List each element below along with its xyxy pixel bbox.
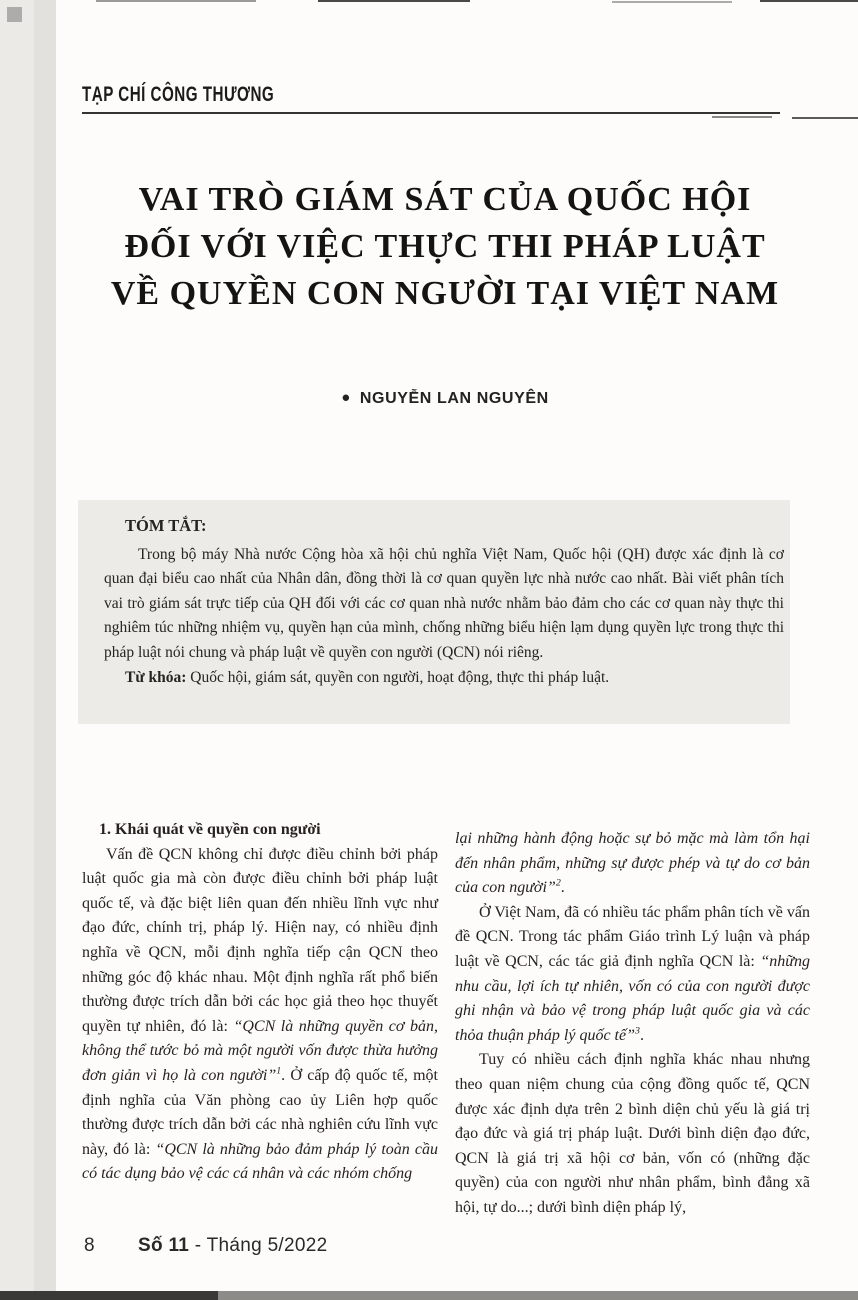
- abstract-box: [78, 500, 790, 724]
- footnote-marker: 2: [555, 877, 561, 889]
- body-paragraph: [455, 901, 810, 1049]
- header-rule: [82, 112, 780, 114]
- scan-gutter-shade: [34, 0, 56, 1300]
- header-rule-fragment: [712, 116, 772, 118]
- footnote-marker: 1: [276, 1065, 282, 1077]
- bottom-scan-band-dark: [0, 1291, 218, 1300]
- journal-masthead: TẠP CHÍ CÔNG THƯƠNG: [82, 84, 275, 107]
- text-segment: lại những hành động hoặc sự bỏ mặc mà làm tổn hại đến nhân phẩm, những sự được phép và tự do cơ bản của con người”: [455, 830, 810, 897]
- title-line-2: ĐỐI VỚI VIỆC THỰC THI PHÁP LUẬT: [124, 228, 766, 265]
- keywords-line: [104, 666, 784, 691]
- text-segment: .: [560, 879, 565, 897]
- scan-mark-square: [7, 7, 22, 22]
- body-paragraph: [455, 1048, 810, 1220]
- text-segment: “những nhu cầu, lợi ích tự nhiên, vốn có của con người được ghi nhận và bảo vệ trong pháp luật quốc gia và các thỏa thuận pháp lý quốc tế”: [455, 952, 810, 1044]
- scan-top-line: [96, 0, 256, 2]
- text-segment: Tuy có nhiều cách định nghĩa khác nhau nhưng theo quan niệm chung của cộng đồng quốc tế, QCN được xác định dựa trên 2 bình diện chủ yếu là giá trị đạo đức và giá trị pháp luật. Dưới bình diện đạo đức, QCN là giá trị xã hội cơ bản, vốn có (những đặc quyền) của con người như nhân phẩm, bình đẳng xã hội, tự do...; dưới bình diện pháp lý,: [455, 1051, 810, 1216]
- author-line: [82, 390, 808, 408]
- keywords-text: Quốc hội, giám sát, quyền con người, hoạt động, thực thi pháp luật.: [186, 668, 610, 686]
- text-segment: Vấn đề QCN không chỉ được điều chỉnh bởi pháp luật quốc gia mà còn được điều chỉnh bởi pháp luật quốc tế, và đặc biệt liên quan đến nhiều lĩnh vực như đạo đức, chính trị, pháp lý. Hiện nay, có nhiều định nghĩa về QCN, mỗi định nghĩa tiếp cận QCN theo những góc độ khác nhau. Một định nghĩa rất phổ biến thường được trích dẫn bởi các học giả theo học thuyết quyền tự nhiên, đó là:: [82, 845, 438, 1035]
- author-bullet-icon: ●: [341, 389, 351, 406]
- text-segment: “QCN là những quyền cơ bản, không thể tước bỏ mà một người vốn được thừa hưởng đơn giản vì họ là con người”: [82, 1017, 438, 1084]
- column-left: [82, 818, 438, 1221]
- abstract-text: Trong bộ máy Nhà nước Cộng hòa xã hội chủ nghĩa Việt Nam, Quốc hội (QH) được xác định là cơ quan đại biểu cao nhất của Nhân dân, đồng thời là cơ quan quyền lực nhà nước cao nhất. Bài viết phân tích vai trò giám sát trực tiếp của QH đối với các cơ quan nhà nước nhằm bảo đảm cho các cơ quan này thực thi nghiêm túc những nhiệm vụ, quyền hạn của mình, chống những biểu hiện lạm dụng quyền lực trong thực thi pháp luật nói chung và pháp luật về quyền con người (QCN) nói riêng.: [104, 545, 784, 661]
- issue-label: Số 11: [138, 1235, 190, 1256]
- article-body: [82, 818, 810, 1221]
- text-segment: . Ở cấp độ quốc tế, một định nghĩa của Văn phòng cao ủy Liên hợp quốc thường được trích dẫn bởi các nhà nghiên cứu lĩnh vực này, đó là:: [82, 1066, 439, 1158]
- text-segment: .: [639, 1026, 644, 1044]
- title-line-1: VAI TRÒ GIÁM SÁT CỦA QUỐC HỘI: [138, 181, 752, 218]
- title-line-3: VỀ QUYỀN CON NGƯỜI TẠI VIỆT NAM: [110, 275, 780, 312]
- author-name: NGUYỄN LAN NGUYÊN: [359, 390, 549, 407]
- column-right: [455, 818, 810, 1221]
- page-number: 8: [84, 1235, 95, 1256]
- footnote-marker: 3: [634, 1025, 640, 1037]
- header-rule-fragment: [792, 117, 858, 119]
- body-paragraph: [455, 827, 810, 901]
- scan-top-line: [612, 1, 732, 3]
- keywords-label: Từ khóa:: [125, 668, 187, 686]
- issue-date: - Tháng 5/2022: [194, 1235, 328, 1256]
- section-heading: 1. Khái quát về quyền con người: [99, 821, 321, 838]
- body-paragraph: [82, 843, 438, 1187]
- scan-top-line: [760, 0, 858, 2]
- text-segment: “QCN là những bảo đảm pháp lý toàn cầu có tác dụng bảo vệ các cá nhân và các nhóm chống: [82, 1140, 438, 1183]
- page-footer: [84, 1235, 327, 1257]
- text-segment: Ở Việt Nam, đã có nhiều tác phẩm phân tích về vấn đề QCN. Trong tác phẩm Giáo trình Lý luận và pháp luật về QCN, các tác giả định nghĩa QCN là:: [455, 903, 810, 970]
- abstract-label: TÓM TẮT:: [125, 516, 207, 535]
- article-title: [82, 176, 808, 317]
- scan-top-line: [318, 0, 470, 2]
